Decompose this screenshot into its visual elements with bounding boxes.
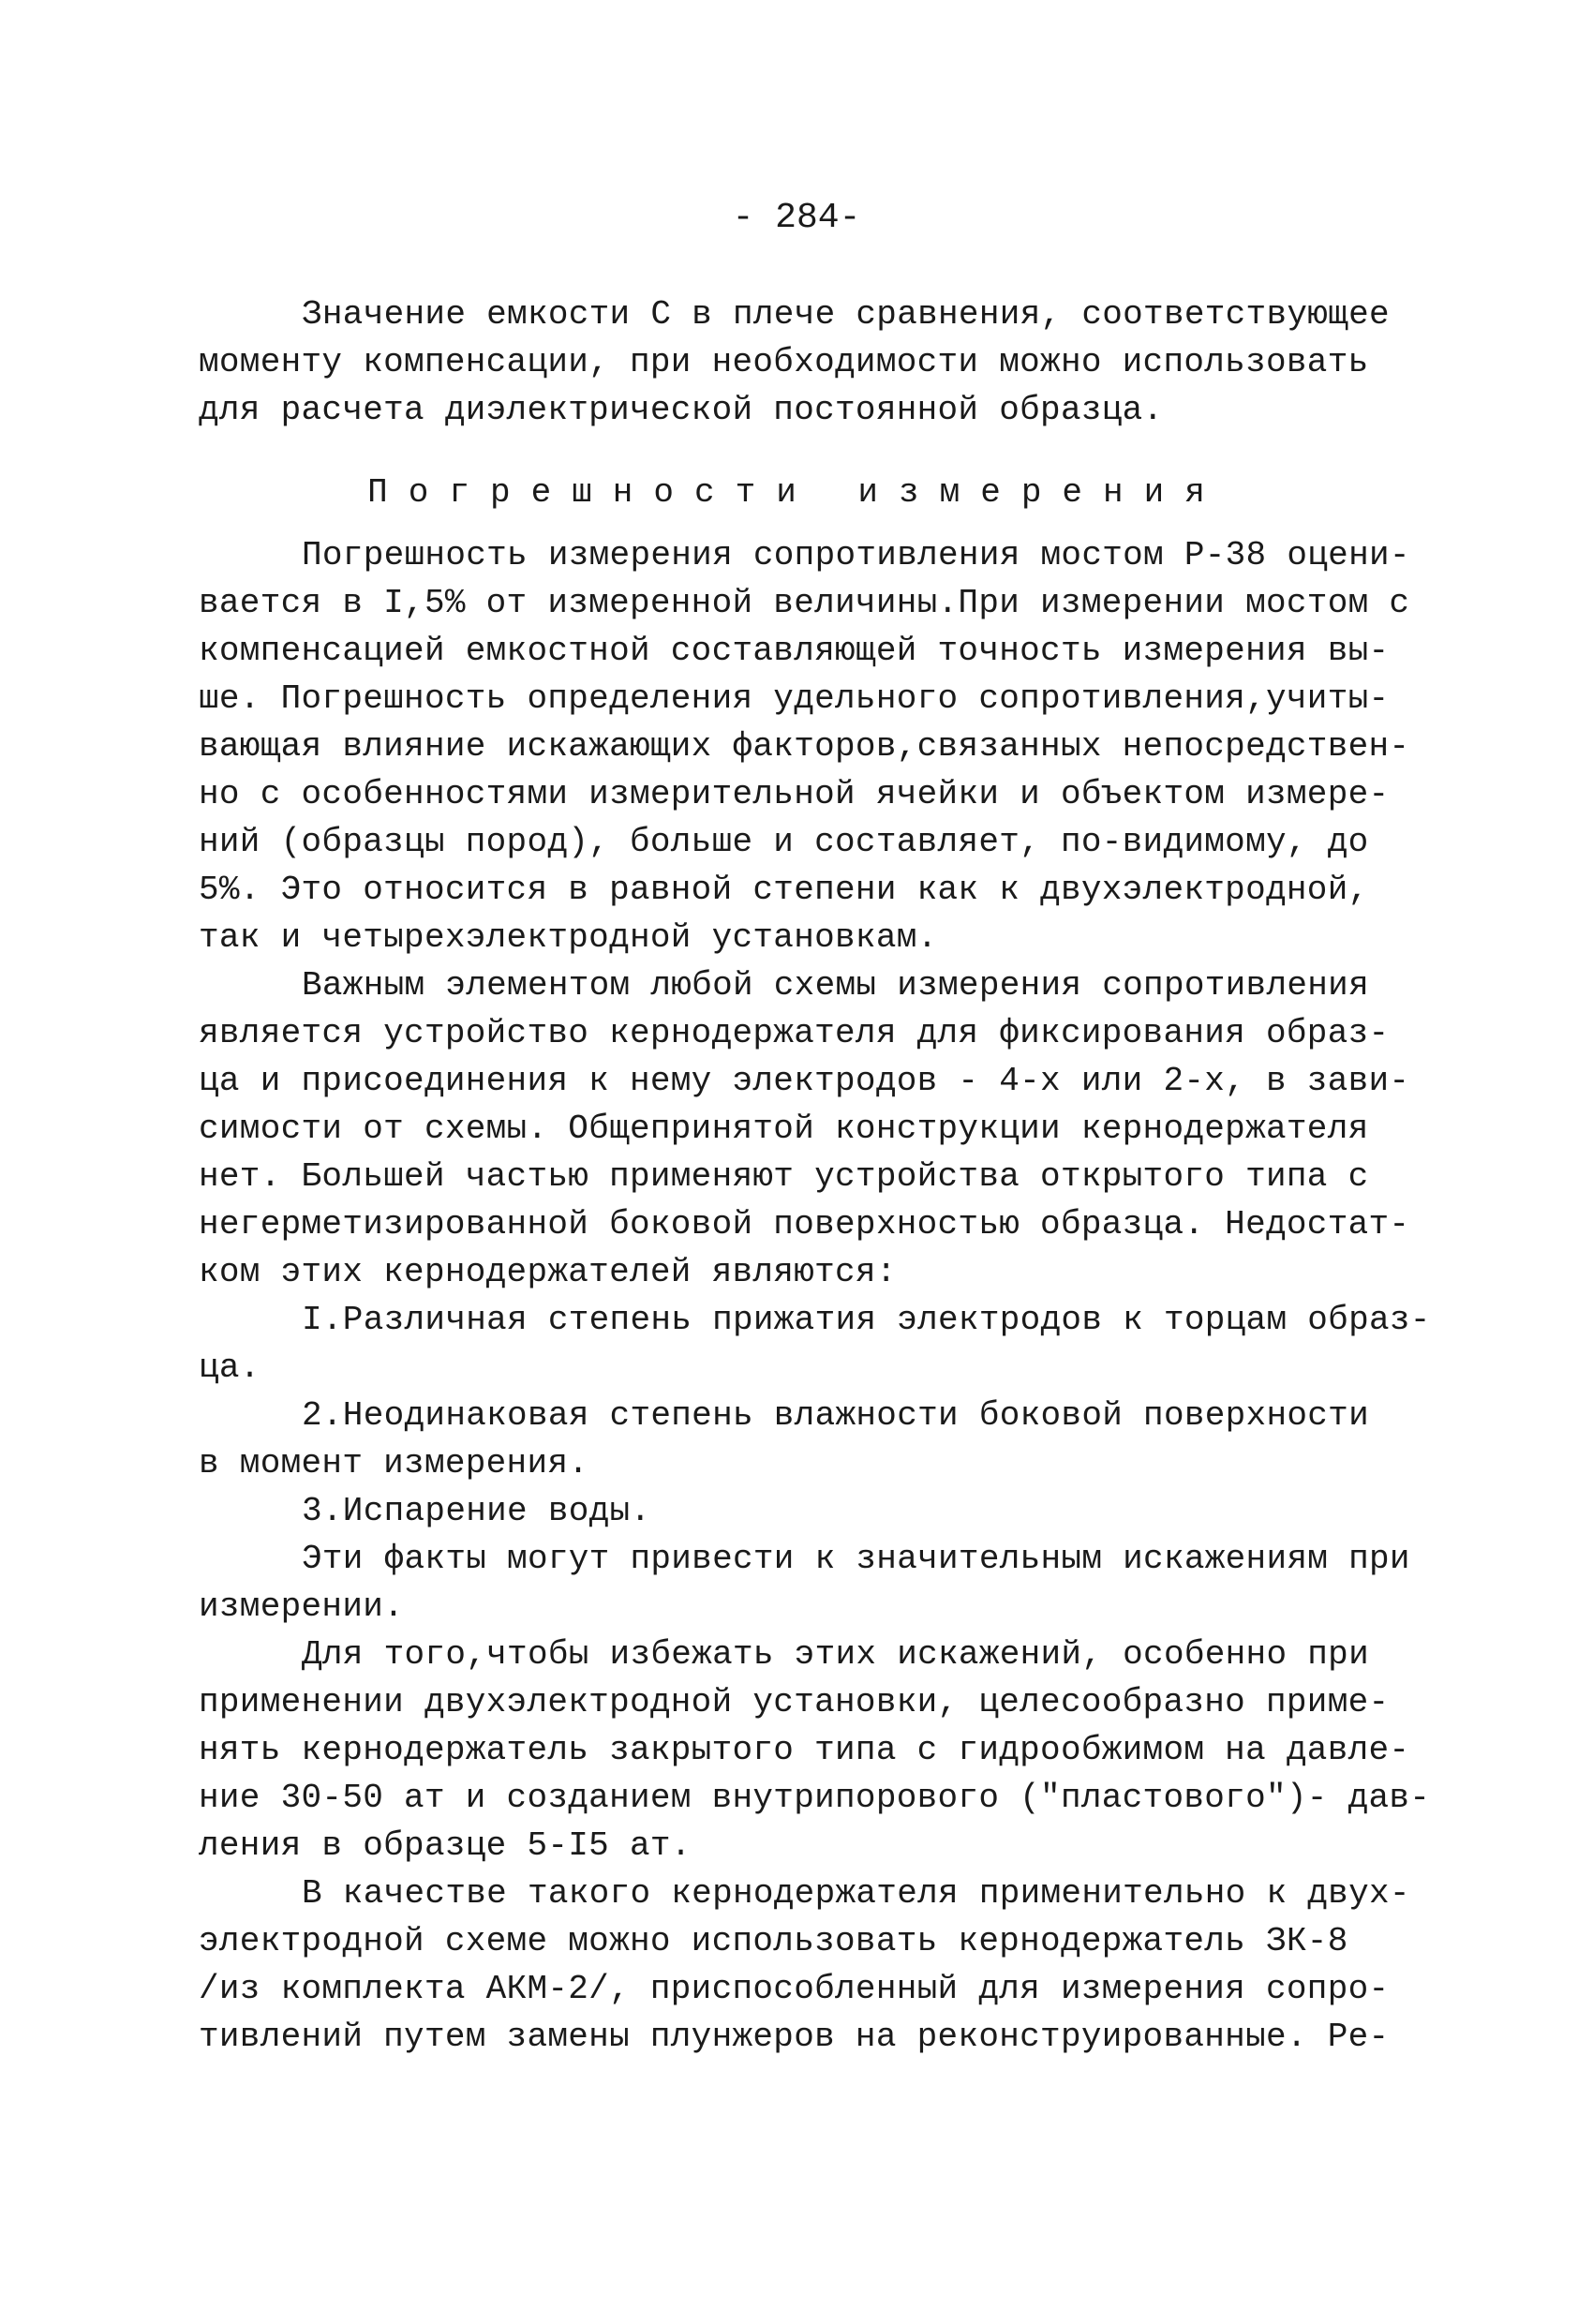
text-line: ком этих кернодержателей являются:	[199, 1253, 897, 1291]
text-line: /из комплекта АКМ-2/, приспособленный для измерения сопро-	[199, 1970, 1390, 2008]
text-line: измерении.	[199, 1587, 405, 1626]
text-line: Для того,чтобы избежать этих искажений, особенно при	[302, 1635, 1369, 1674]
text-line: вается в I,5% от измеренной величины.При измерении мостом с	[199, 584, 1410, 622]
list-item: I.Различная степень прижатия электродов к торцам образ-	[302, 1301, 1431, 1339]
text-line: так и четырехэлектродной установкам.	[199, 918, 938, 957]
text-line: Значение емкости С в плече сравнения, соответствующее	[302, 295, 1390, 334]
body-text	[199, 531, 1431, 2061]
text-line: ления в образце 5-I5 ат.	[199, 1826, 692, 1865]
text-line: Эти факты могут привести к значительным искажениям при	[302, 1540, 1410, 1578]
text-line: для расчета диэлектрической постоянной образца.	[199, 391, 1164, 429]
text-line: Погрешность измерения сопротивления мостом Р-38 оцени-	[302, 536, 1410, 574]
list-item: 2.Неодинаковая степень влажности боковой поверхности	[302, 1396, 1369, 1435]
text-line: негерметизированной боковой поверхностью образца. Недостат-	[199, 1205, 1410, 1244]
intro-paragraph	[199, 290, 1426, 434]
text-line: в момент измерения.	[199, 1444, 589, 1482]
text-line: электродной схеме можно использовать кернодержатель ЗК-8	[199, 1922, 1348, 1960]
text-line: ше. Погрешность определения удельного сопротивления,учиты-	[199, 679, 1390, 718]
text-line: ца.	[199, 1348, 261, 1387]
page-number: - 284-	[732, 198, 861, 238]
text-line: симости от схемы. Общепринятой конструкции кернодержателя	[199, 1110, 1369, 1148]
text-line: нет. Большей частью применяют устройства открытого типа с	[199, 1157, 1369, 1196]
text-line: применении двухэлектродной установки, целесообразно приме-	[199, 1683, 1390, 1721]
text-line: компенсацией емкостной составляющей точность измерения вы-	[199, 632, 1390, 670]
text-line: вающая влияние искажающих факторов,связанных непосредствен-	[199, 727, 1410, 766]
text-line: моменту компенсации, при необходимости можно использовать	[199, 343, 1369, 381]
text-line: 5%. Это относится в равной степени как к двухэлектродной,	[199, 871, 1369, 909]
section-heading: Погрешности измерения	[367, 473, 1226, 512]
text-line: является устройство кернодержателя для фиксирования образ-	[199, 1014, 1390, 1052]
text-line: тивлений путем замены плунжеров на реконструированные. Ре-	[199, 2018, 1390, 2056]
text-line: нять кернодержатель закрытого типа с гидрообжимом на давле-	[199, 1731, 1410, 1769]
text-line: ца и присоединения к нему электродов - 4-х или 2-х, в зави-	[199, 1062, 1410, 1100]
text-line: В качестве такого кернодержателя применительно к двух-	[302, 1874, 1410, 1913]
list-item: 3.Испарение воды.	[302, 1492, 651, 1530]
text-line: Важным элементом любой схемы измерения сопротивления	[302, 966, 1369, 1005]
text-line: ние 30-50 ат и созданием внутрипорового ("пластового")- дав-	[199, 1779, 1431, 1817]
text-line: ний (образцы пород), больше и составляет, по-видимому, до	[199, 823, 1369, 861]
text-line: но с особенностями измерительной ячейки и объектом измере-	[199, 775, 1390, 813]
